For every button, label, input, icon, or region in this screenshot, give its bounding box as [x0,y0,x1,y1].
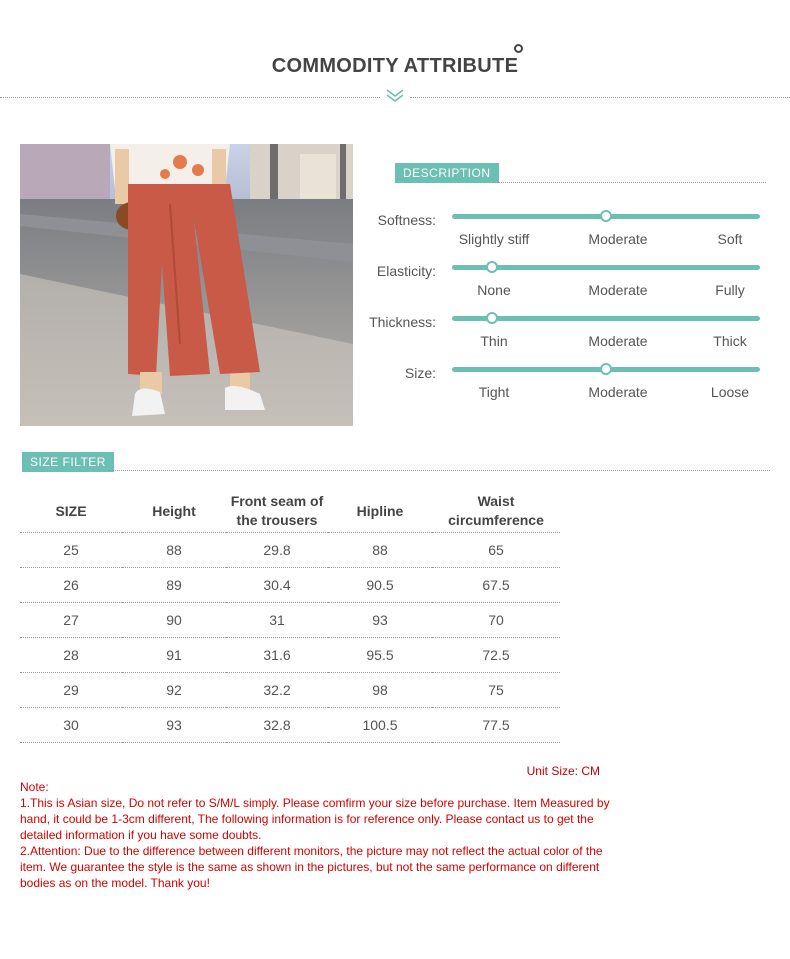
softness-marker [600,210,612,222]
cell-size: 30 [20,708,122,743]
note-item: 2.Attention: Due to the difference between different monitors, the picture may not reflect the actual color of the item. We guarantee the style is the same as shown in the pictures, but not the same performance on different bodies as on the model. Thank you! [20,844,603,890]
thickness-scale [452,316,760,321]
softness-label: Softness: [377,212,436,228]
softness-scale-high: Soft [717,231,743,247]
chevron-down-icon [384,87,406,105]
elasticity-scale-low: None [477,282,511,298]
description-tag: DESCRIPTION [395,163,499,183]
cell-waist: 72.5 [432,638,560,673]
cell-hipline: 98 [328,673,432,708]
cell-height: 92 [122,673,226,708]
size-fit-scale [452,367,760,372]
cell-waist: 70 [432,603,560,638]
cell-size: 25 [20,533,122,568]
header-divider-right [410,97,790,98]
size-fit-scale-low: Tight [478,384,510,400]
elasticity-marker [486,261,498,273]
cell-hipline: 88 [328,533,432,568]
cell-hipline: 90.5 [328,568,432,603]
cell-front-seam: 31 [226,603,328,638]
size-fit-scale-high: Loose [710,384,750,400]
elasticity-scale [452,265,760,270]
cell-front-seam: 32.2 [226,673,328,708]
size-table-header [20,490,560,533]
note-item: 1.This is Asian size, Do not refer to S/M/L simply. Please comfirm your size before purchase. Item Measured by hand, it could be 1-3cm different, The following information is for reference only. Please contact us to get the detailed information if you have some doubts. [20,796,610,842]
cell-height: 93 [122,708,226,743]
table-row [20,673,560,708]
cell-front-seam: 29.8 [226,533,328,568]
table-row [20,568,560,603]
table-row [20,708,560,743]
softness-scale-low: Slightly stiff [458,231,530,247]
unit-size-label: Unit Size: CM [526,764,600,778]
cell-size: 27 [20,603,122,638]
cell-height: 91 [122,638,226,673]
cell-height: 88 [122,533,226,568]
elasticity-scale-high: Fully [715,282,745,298]
thickness-label: Thickness: [369,314,436,330]
cell-size: 26 [20,568,122,603]
cell-waist: 65 [432,533,560,568]
product-photo [20,144,353,426]
cell-front-seam: 30.4 [226,568,328,603]
size-filter-divider [108,470,770,471]
size-fit-scale-mid: Moderate [588,384,648,400]
thickness-scale-high: Thick [713,333,747,349]
table-row [20,603,560,638]
elasticity-scale-mid: Moderate [588,282,648,298]
page-title: COMMODITY ATTRIBUTE [271,55,519,77]
cell-hipline: 100.5 [328,708,432,743]
col-height: Height [122,490,226,533]
col-size: SIZE [20,490,122,533]
col-waist: Waist circumference [432,490,560,533]
cell-waist: 75 [432,673,560,708]
cell-front-seam: 31.6 [226,638,328,673]
size-table [20,490,560,743]
notes [20,779,610,891]
cell-height: 90 [122,603,226,638]
cell-size: 28 [20,638,122,673]
thickness-scale-mid: Moderate [588,333,648,349]
cell-front-seam: 32.8 [226,708,328,743]
cell-height: 89 [122,568,226,603]
thickness-marker [486,312,498,324]
cell-waist: 67.5 [432,568,560,603]
col-front-seam: Front seam of the trousers [226,490,328,533]
header-divider-left [0,97,380,98]
softness-scale [452,214,760,219]
size-fit-label: Size: [404,365,436,381]
col-hipline: Hipline [328,490,432,533]
cell-hipline: 93 [328,603,432,638]
description-divider [493,182,766,183]
note-heading: Note: [20,780,49,794]
cell-hipline: 95.5 [328,638,432,673]
size-fit-marker [600,363,612,375]
elasticity-label: Elasticity: [376,263,436,279]
cell-size: 29 [20,673,122,708]
softness-scale-mid: Moderate [588,231,648,247]
table-row [20,638,560,673]
table-row [20,533,560,568]
thickness-scale-low: Thin [480,333,508,349]
size-filter-tag: SIZE FILTER [22,452,114,472]
degree-mark [514,44,523,53]
cell-waist: 77.5 [432,708,560,743]
